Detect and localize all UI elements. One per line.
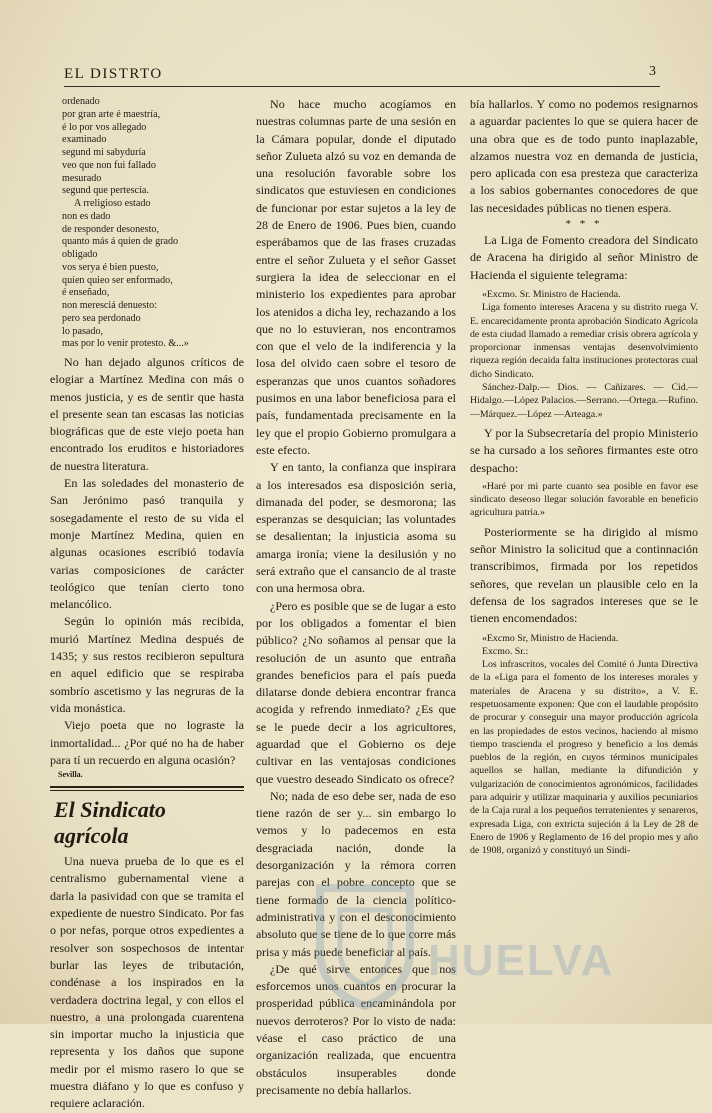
verse-line: de responder desonesto, — [62, 223, 160, 235]
verse-line: quien quieo ser enformado, — [62, 274, 173, 286]
verse-line: quanto más á quien de grado — [62, 236, 179, 248]
article-paragraph: Según lo opinión más recibida, murió Martínez Medina después de 1435; y sus restos recibieron sepultura en aquel edificio que se respiraba sombrío ascetismo y las negruras de la vida monástica. — [50, 614, 244, 715]
article-paragraph: No; nada de eso debe ser, nada de eso tiene razón de ser y... sin embargo lo vemos y lo padecemos en esta desgraciada nación, donde la desorganización y la rémora corren parejas con el pobre concepto que se tiene formado de la ciencia político-administrativa y con el desconocimiento absoluto que se tiene de lo que corre más prisa y más puede beneficiar al país. — [256, 788, 456, 959]
library-watermark — [310, 880, 615, 1010]
telegram-line: Liga fomento intereses Aracena y su distrito ruega V. E. encarecidamente pronta aprobación Sindicato Agrícola de esta ciudad llamado a remediar crisis obrera agrícola y proporcionar inmensas ventajas desenvolvimiento riqueza región decaida falta instituciones protectoras cual dicho Sindicato. — [470, 302, 698, 380]
shield-icon — [310, 880, 420, 1010]
article-paragraph: Viejo poeta que no lograste la inmortalidad... ¿Por qué no ha de haber para tí un recuerdo en alguna ocasión? — [50, 718, 244, 767]
watermark-text: HUELVA — [428, 936, 615, 985]
asterism-separator: * * * — [565, 218, 603, 231]
letter-line: «Excmo Sr, Ministro de Hacienda. — [482, 632, 619, 644]
verse-line: ordenado — [62, 96, 100, 107]
letter-line: Excmo. Sr.: — [482, 645, 529, 657]
article-paragraph: ¿Pero es posible que se de lugar a esto por los obligados a fomentar el bien público? ¿No soñamos al pensar que la resolución de un asunto que entraña grandes beneficios para el país pueda dilatarse donde debiera encontrar franca acogida y refrendo inmediato? ¿Es que se le puede decir a los agricultores, aguardad que el Gobierno os deje cultivar en las ventajosas condiciones que vuestro deseado Sindicato os ofrece? — [256, 598, 456, 786]
verse-line: é lo por vos allegado — [62, 121, 147, 133]
section-divider — [50, 786, 244, 791]
header-rule — [64, 86, 660, 87]
page-number: 3 — [649, 64, 656, 79]
telegram-line: Sánchez-Dalp.— Dios. — Cañizares. — Cid.—Hidalgo.—López Palacios.—Serrano.—Ortega.—Rufino.—Márquez.—López —Arteaga.» — [470, 382, 698, 420]
verse-line: vos serya é bien puesto, — [62, 261, 159, 273]
article-paragraph: ¿De qué sirve entonces que nos esforcemos unos cuantos en procurar la prosperidad pública encaminándola por nuevos derroteros? Por lo visto de nada: véase el caso práctico de una organización realizada, que encuentra obstáculos insuperables donde precisamente no debía hallarlos. — [256, 961, 456, 1097]
verse-line: mesurado — [62, 172, 102, 184]
verse-line: non meresciá denuesto: — [62, 300, 158, 311]
verse-line: por gran arte é maestría, — [62, 108, 161, 120]
article-paragraph: bía hallarlos. Y como no podemos resignarnos a aguardar pacientes lo que se quiera hacer de una obra que es de todo punto inaplazable, alzamos nuestra voz en demanda de justicia, pero aplicada con esa presteza que caracteriza a los sabios gobernantes conocedores de que las necesidades públicas no tienen espera. — [470, 97, 698, 215]
article-paragraph: En las soledades del monasterio de San Jerónimo pasó tranquila y sosegadamente el resto de su vida el monje Martínez Medina, quien en algunas ocasiones escribió todavía varias composiciones de carácter teológico que tenían cierto tono melancólico. — [50, 476, 244, 612]
page-header — [64, 64, 656, 86]
verse-line: obligado — [62, 249, 98, 260]
article-paragraph: Y por la Subsecretaría del propio Ministerio se ha cursado a los señores firmantes este otro despacho: — [470, 425, 698, 475]
poem-verse — [50, 96, 244, 351]
letter-line: Los infrascritos, vocales del Comité ó Junta Directiva de la «Liga para el fomento de los intereses morales y materiales de Aracena y su distrito», a V. E. respetuosamente exponen: Que con el laudable propósito de procurar y conseguir una mayor producción agrícola en las propiedades de estos vecinos, haciendo al mismo tiempo trascienda el progreso y beneficio a los demás pueblos de la región, en cuyos términos municipales aquellos se hallan, mediante la difundición y vulgarización de conocimientos agronómicos, facilidades para adquirir y utilizar maquinaria y auxilios pecuniarios de la Caja rural a los pequeños terratenientes y senareros, expresada Liga, con extricta sujeción á la Ley de 28 de Enero de 1906 y Reglamento de 16 del propio mes y año de 1908, organizó y constituyó un Sindi- — [470, 659, 698, 857]
verse-line: non es dado — [62, 210, 111, 222]
article-paragraph: No hace mucho acogíamos en nuestras columnas parte de una sesión en la Cámara popular, donde el diputado señor Zulueta alzó su voz en demanda de una resolución favorable sobre los sindicatos que estuviesen en condiciones de funcionar por estar sujetos a la ley de 28 de Enero de 1906. Pues bien, cuando esperábamos que de las frases cruzadas entre el señor Zulueta y el señor Gasset surgiera la idea de seleccionar en el ministerio los expedientes para aprobar los atenidos a dicha ley, rechazando a los que no lo estuvieran, nos encontramos con que el velo de la indiferencia y la losa del olvido caen sobre el tesoro de esperanzas que unos cuantos soñadores pusimos en una labor beneficiosa para el país, fundamentada precisamente en la ley que el propio Gobierno promulgara a este efecto. — [256, 97, 456, 457]
article-signature: Sevilla. — [58, 770, 83, 780]
article-paragraph: La Liga de Fomento creadora del Sindicato de Aracena ha dirigido al señor Ministro de Hacienda el siguiente telegrama: — [470, 233, 698, 282]
verse-line: pero sea perdonado — [62, 312, 141, 324]
column-1 — [50, 96, 244, 1113]
article-paragraph: Posteriormente se ha dirigido al mismo señor Ministro la solicitud que a continnación transcribimos, firmada por los repetidos señores, que revelan un plausible celo en la defensa de los sagrados intereses que se le tienen encomendados: — [470, 524, 698, 626]
telegram-line: «Excmo. Sr. Ministro de Hacienda. — [482, 288, 621, 300]
verse-line: é enseñado, — [62, 287, 110, 299]
verse-line: lo pasado, — [62, 325, 104, 337]
newspaper-title: EL DISTRTO — [64, 66, 163, 82]
article-paragraph: Una nueva prueba de lo que es el centralismo gubernamental viene a darla la pasividad con que se tramita el expediente de nuestro Sindicato. Por fas o por nefas, porque otros expedientes a resolver son sospechosos de intentar burlar las leyes de tributación, condénase a los inspirados en la verdadera doctrina legal, y con ellos el nuestro, a una prolongada cuarentena sin importar mucho la injusticia que representa y los daños que supone medir por el mismo rasero lo que se muestra diáfano y lo que es confuso y requiere aclaración. — [50, 854, 244, 1111]
article-paragraph: No han dejado algunos críticos de elogiar a Martínez Medina con más o menos justicia, y es de sentir que hasta el presente sean tan escasas las noticias biográficas que de este viejo poeta han encontrado los eruditos e historiadores de nuestra literatura. — [50, 355, 244, 473]
article-paragraph: Y en tanto, la confianza que inspirara a los interesados esa disposición seria, dimanada del poder, se desmorona; las esperanzas se desquician; las voluntades se desalientan; la injusticia asoma su amarga ironía; viene la desilusión y no será extraño que el cansancio de al traste con una hermosa obra. — [256, 460, 456, 596]
verse-line: A rreligioso estado — [74, 198, 151, 209]
despacho-text: «Haré por mi parte cuanto sea posible en favor ese sindicato deseoso llegar solución favorable en beneficio agricultura patria.» — [470, 480, 698, 519]
verse-line: mas por lo venir protesto. &...» — [62, 338, 189, 350]
verse-line: examinado — [62, 134, 107, 146]
verse-line: segund que pertescía. — [62, 185, 149, 197]
verse-line: segund mi sabyduría — [62, 147, 146, 158]
section-title: El Sindicato agrícola — [54, 797, 166, 849]
verse-line: veo que non fui fallado — [62, 159, 156, 171]
column-3 — [470, 96, 698, 858]
